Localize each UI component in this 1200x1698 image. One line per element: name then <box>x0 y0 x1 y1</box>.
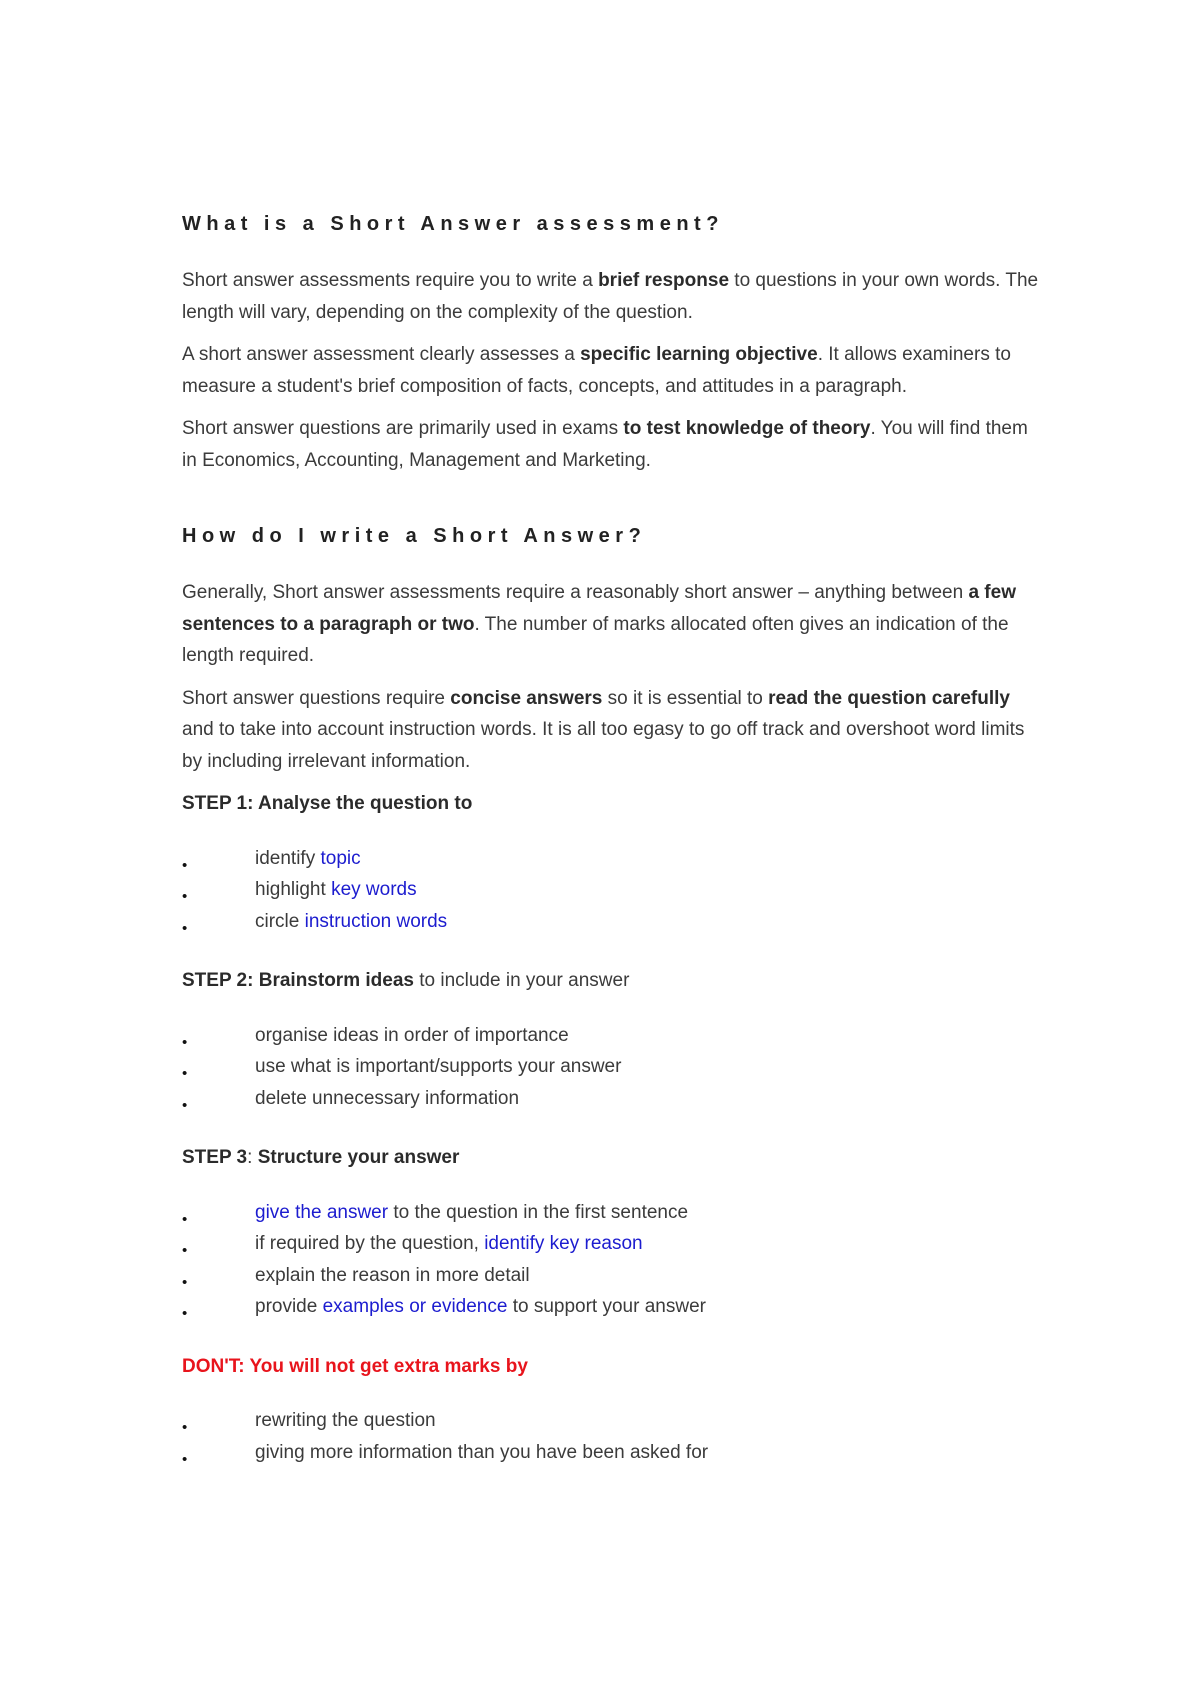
document-content <box>182 210 1042 1468</box>
bullet-icon: • <box>182 856 188 874</box>
list-item: • rewriting the question <box>182 1405 1042 1437</box>
bullet-icon: • <box>182 1450 188 1468</box>
dont-list <box>182 1405 1042 1468</box>
bullet-icon: • <box>182 1096 188 1114</box>
bullet-icon: • <box>182 1210 188 1228</box>
list-item: • give the answer to the question in the first sentence <box>182 1197 1042 1229</box>
list-item: • use what is important/supports your answer <box>182 1051 1042 1083</box>
list-item: • identify topic <box>182 843 1042 875</box>
list-item: • organise ideas in order of importance <box>182 1020 1042 1052</box>
bullet-icon: • <box>182 1305 188 1322</box>
bullet-icon: • <box>182 1419 188 1436</box>
paragraph-length: Generally, Short answer assessments require a reasonably short answer – anything between a few sentences to a paragraph or two. The number of marks allocated often gives an indication of the length required. <box>182 582 1016 666</box>
step2-title: STEP 2: Brainstorm ideas to include in your answer <box>182 970 630 991</box>
step1-title: STEP 1: Analyse the question to <box>182 793 473 814</box>
list-item: • if required by the question, identify key reason <box>182 1228 1042 1260</box>
bullet-icon: • <box>182 1065 188 1082</box>
dont-title: DON'T: You will not get extra marks by <box>182 1355 528 1377</box>
list-item: • explain the reason in more detail <box>182 1260 1042 1292</box>
list-item: • circle instruction words <box>182 906 1042 938</box>
heading-what-is: What is a Short Answer assessment? <box>182 213 724 235</box>
bullet-icon: • <box>182 888 188 905</box>
step1-list <box>182 843 1042 938</box>
list-item: • provide examples or evidence to support your answer <box>182 1291 1042 1323</box>
paragraph-objective: A short answer assessment clearly assesses a specific learning objective. It allows examiners to measure a student's brief composition of facts, concepts, and attitudes in a paragraph. <box>182 344 1011 397</box>
list-item: • delete unnecessary information <box>182 1083 1042 1115</box>
paragraph-concise: Short answer questions require concise answers so it is essential to read the question carefully and to take into account instruction words. It is all too egasy to go off track and overshoot word limits by including irrelevant information. <box>182 687 1025 772</box>
step3-list <box>182 1197 1042 1323</box>
paragraph-definition: Short answer assessments require you to write a brief response to questions in your own words. The length will vary, depending on the complexity of the question. <box>182 270 1039 323</box>
heading-how-to-write: How do I write a Short Answer? <box>182 525 647 547</box>
bullet-icon: • <box>182 919 188 937</box>
step3-title: STEP 3: Structure your answer <box>182 1147 460 1168</box>
list-item: • highlight key words <box>182 874 1042 906</box>
bullet-icon: • <box>182 1273 188 1291</box>
paragraph-usage: Short answer questions are primarily used in exams to test knowledge of theory. You will find them in Economics, Accounting, Management and Marketing. <box>182 418 1028 471</box>
bullet-icon: • <box>182 1242 188 1259</box>
list-item: • giving more information than you have been asked for <box>182 1437 1042 1469</box>
bullet-icon: • <box>182 1033 188 1051</box>
step2-list <box>182 1020 1042 1115</box>
